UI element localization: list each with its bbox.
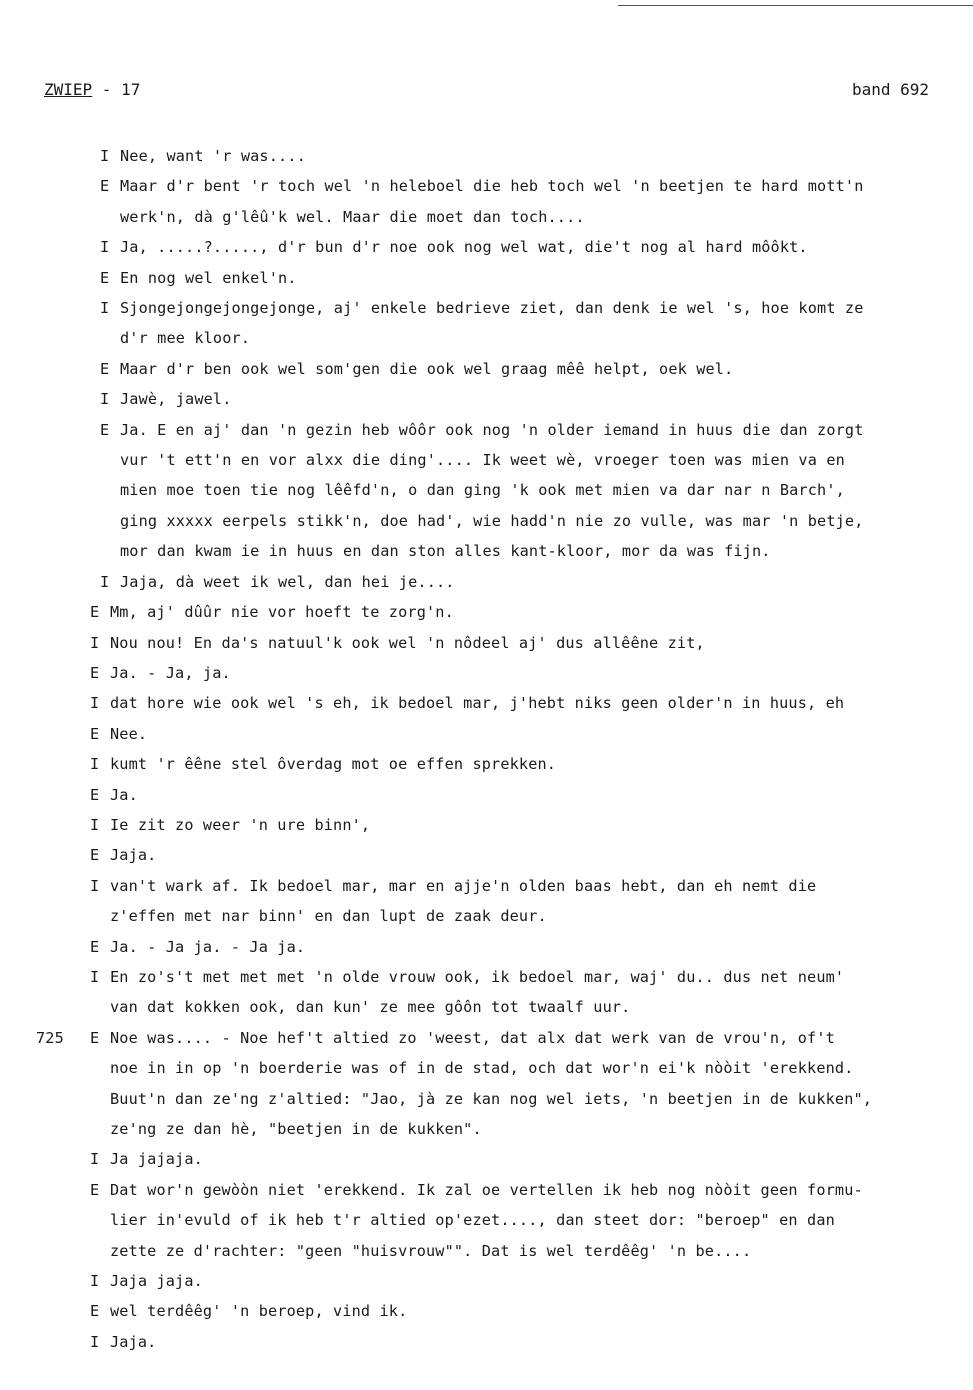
transcript-turn (0, 1023, 973, 1145)
utterance-line: mien moe toen tie nog lêêfd'n, o dan ging 'k ook met mien va dar nar n Barch', (120, 481, 845, 500)
utterance-line: En nog wel enkel'n. (120, 268, 297, 287)
utterance-line: Jaja. (110, 1332, 157, 1351)
transcript-turn (0, 232, 973, 262)
transcript-turn (0, 1144, 973, 1174)
speaker-label: E (100, 359, 110, 378)
speaker-label: I (100, 147, 110, 165)
utterance-line: lier in'evuld of ik heb t'r altied op'ezet...., dan steet dor: "beroep" en dan (110, 1211, 835, 1230)
utterance-line: En zo's't met met met 'n olde vrouw ook, ik bedoel mar, waj' du.. dus net neum' (110, 967, 845, 986)
utterance-line: wel terdêêg' 'n beroep, vind ik. (110, 1302, 408, 1321)
speaker-label: I (100, 238, 110, 257)
speaker-label: E (90, 937, 100, 956)
speaker-label: E (90, 603, 100, 622)
speaker-label: I (100, 390, 110, 409)
utterance-line: Ja. - Ja, ja. (110, 663, 231, 682)
utterance-line: Ja. E en aj' dan 'n gezin heb wôôr ook nog 'n older iemand in huus die dan zorgt (120, 420, 864, 439)
utterance-line: van't wark af. Ik bedoel mar, mar en ajje'n olden baas hebt, dan eh nemt die (110, 876, 817, 895)
utterance-line: Jaja, dà weet ik wel, dan hei je.... (120, 572, 455, 591)
speaker-label: E (100, 177, 110, 196)
utterance-line: Nou nou! En da's natuul'k ook wel 'n nôdeel aj' dus allêêne zit, (110, 633, 705, 652)
speaker-label: I (90, 1332, 100, 1351)
utterance-line: Dat wor'n gewòòn niet 'erekkend. Ik zal oe vertellen ik heb nog nòòit geen formu- (110, 1180, 863, 1199)
speaker-label: E (90, 724, 100, 743)
transcript-turn (0, 628, 973, 658)
transcript-turn (0, 1175, 973, 1266)
transcript-turn (0, 171, 973, 232)
speaker-label: E (100, 268, 110, 287)
transcript-body (0, 141, 973, 1357)
utterance-line: Jaja jaja. (110, 1272, 203, 1291)
utterance-line: Maar d'r bent 'r toch wel 'n heleboel die heb toch wel 'n beetjen te hard mott'n (120, 177, 864, 196)
transcript-turn (0, 932, 973, 962)
transcript-turn (0, 780, 973, 810)
tape-number: band 692 (851, 80, 929, 99)
speaker-label: E (90, 1302, 100, 1321)
transcript-turn (0, 688, 973, 718)
transcript-turn (0, 840, 973, 870)
utterance-line: z'effen met nar binn' en dan lupt de zaak deur. (110, 907, 547, 926)
transcript-turn (0, 1266, 973, 1296)
speaker-label: I (100, 299, 110, 318)
speaker-label: E (90, 663, 100, 682)
speaker-label: E (100, 420, 110, 439)
utterance-line: noe in in op 'n boerderie was of in de stad, och dat wor'n ei'k nòòit 'erekkend. (110, 1059, 854, 1078)
margin-counter: 725 (36, 1028, 64, 1047)
speaker-label: I (90, 1272, 100, 1291)
speaker-label: I (90, 633, 100, 652)
utterance-line: Ja jajaja. (110, 1150, 203, 1169)
utterance-line: ging xxxxx eerpels stikk'n, doe had', wie hadd'n nie zo vulle, was mar 'n betje, (120, 511, 864, 530)
speaker-label: I (90, 876, 100, 895)
speaker-label: I (90, 694, 100, 713)
utterance-line: d'r mee kloor. (120, 329, 251, 348)
transcript-turn (0, 384, 973, 414)
transcript-turn (0, 719, 973, 749)
utterance-line: Nee, want 'r was.... (120, 147, 306, 165)
utterance-line: Jawè, jawel. (120, 390, 232, 409)
utterance-line: Maar d'r ben ook wel som'gen die ook wel graag mêê helpt, oek wel. (120, 359, 734, 378)
transcript-turn (0, 597, 973, 627)
speaker-label: I (90, 967, 100, 986)
transcript-turn (0, 567, 973, 597)
utterance-line: kumt 'r êêne stel ôverdag mot oe effen sprekken. (110, 755, 557, 774)
transcript-turn (0, 1327, 973, 1357)
utterance-line: zette ze d'rachter: "geen "huisvrouw"". Dat is wel terdêêg' 'n be.... (110, 1241, 752, 1260)
utterance-line: mor dan kwam ie in huus en dan ston alles kant-kloor, mor da was fijn. (120, 542, 771, 561)
utterance-line: Noe was.... - Noe hef't altied zo 'weest, dat alx dat werk van de vrou'n, of't (110, 1028, 835, 1047)
utterance-line: Ja, .....?....., d'r bun d'r noe ook nog wel wat, die't nog al hard môôkt. (120, 238, 808, 257)
utterance-line: Jaja. (110, 846, 157, 865)
utterance-line: Buut'n dan ze'ng z'altied: "Jao, jà ze kan nog wel iets, 'n beetjen in de kukken", (110, 1089, 873, 1108)
header-left (44, 80, 140, 99)
utterance-line: Ja. - Ja ja. - Ja ja. (110, 937, 306, 956)
utterance-line: Sjongejongejongejonge, aj' enkele bedrieve ziet, dan denk ie wel 's, hoe komt ze (120, 299, 864, 318)
utterance-line: Ja. (110, 785, 138, 804)
speaker-label: I (90, 755, 100, 774)
utterance-line: ze'ng ze dan hè, "beetjen in de kukken". (110, 1120, 482, 1138)
speaker-label: I (100, 572, 110, 591)
transcript-turn (0, 962, 973, 1023)
utterance-line: Mm, aj' dûûr nie vor hoeft te zorg'n. (110, 603, 454, 622)
transcript-turn (0, 263, 973, 293)
speaker-label: E (90, 785, 100, 804)
transcript-turn (0, 1296, 973, 1326)
utterance-line: vur 't ett'n en vor alxx die ding'.... Ik weet wè, vroeger toen was mien va en (120, 451, 845, 470)
transcript-turn (0, 658, 973, 688)
speaker-label: E (90, 846, 100, 865)
utterance-line: werk'n, dà g'lêû'k wel. Maar die moet dan toch.... (120, 207, 585, 226)
top-rule (618, 5, 973, 6)
utterance-line: Ie zit zo weer 'n ure binn', (110, 815, 371, 834)
page-number: - 17 (92, 80, 141, 99)
speaker-label: I (90, 1150, 100, 1169)
speaker-label: E (90, 1028, 100, 1047)
transcript-turn (0, 354, 973, 384)
transcript-turn (0, 293, 973, 354)
speaker-label: I (90, 815, 100, 834)
utterance-line: Nee. (110, 724, 148, 743)
transcript-turn (0, 871, 973, 932)
transcript-turn (0, 749, 973, 779)
transcript-turn (0, 810, 973, 840)
transcript-code: ZWIEP (44, 80, 93, 99)
utterance-line: dat hore wie ook wel 's eh, ik bedoel mar, j'hebt niks geen older'n in huus, eh (110, 694, 845, 713)
speaker-label: E (90, 1180, 100, 1199)
utterance-line: van dat kokken ook, dan kun' ze mee gôôn tot twaalf uur. (110, 998, 631, 1017)
transcript-turn (0, 141, 973, 171)
transcript-turn (0, 415, 973, 567)
